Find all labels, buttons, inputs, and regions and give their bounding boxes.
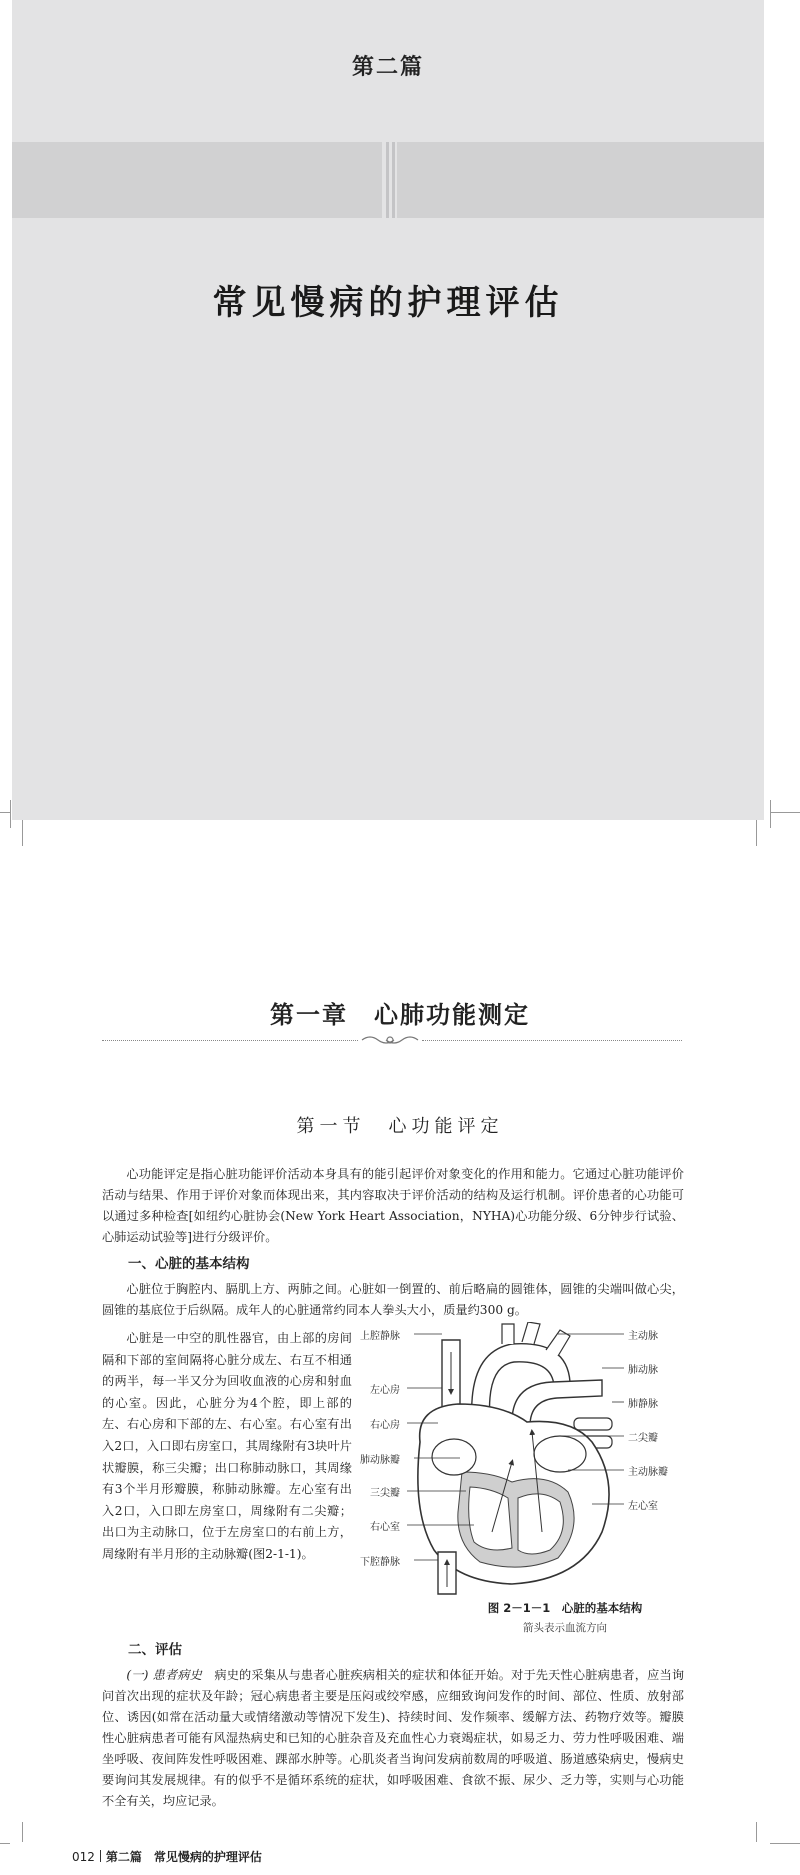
heart-labels [362,1322,692,1597]
part-title: 常见慢病的护理评估 [212,283,564,323]
assessment-text: 病史的采集从与患者心脏疾病相关的症状和体征开始。对于先天性心脏病患者，应当询问首次出现的症状及年龄；冠心病患者主要是压闷或绞窄感，应细致询问发作的时间、部位、性质、放射部位、诱因(如常在活动量大或情绪激动等情况下发生)、持续时间、发作频率、缓解方法、药物疗效等。瓣膜性心脏病患者可能有风湿热病史和已知的心脏杂音及充血性心力衰竭症状，如易乏力、劳力性呼吸困难、端坐呼吸、夜间阵发性呼吸困难、踝部水肿等。心肌炎者当询问发病前数周的呼吸道、肠道感染病史，慢病史要询问其发展规律。有的似乎不是循环系统的症状，如呼吸困难、食欲不振、尿少、乏力等，实则与心功能不全有关，均应记录。 [102,1668,685,1808]
crop-mark [756,820,757,846]
label-pulmonary-artery: 肺动脉 [628,1365,658,1376]
assessment-heading: 二、评估 [128,1642,182,1658]
crop-mark [756,1822,757,1842]
chapter-divider-left [102,1040,358,1041]
label-mitral-valve: 二尖瓣 [628,1433,658,1444]
part-cover [12,0,764,820]
cover-band-divider [392,142,395,218]
figure-note: 箭头表示血流方向 [523,1622,607,1634]
footer-separator [100,1850,101,1862]
chapter-title: 第一章 心肺功能测定 [270,1000,530,1029]
assessment-paragraph [102,1665,684,1812]
intro-paragraph: 心功能评定是指心脏功能评价活动本身具有的能引起评价对象变化的作用和能力。它通过心脏功能评价活动与结果、作用于评价对象而体现出来，其内容取决于评价活动的结构及运行机制。评价患者的心功能可以通过多种检查[如纽约心脏协会(New York Heart Association，NYHA)心功能分级、6分钟步行试验、心肺运动试验等]进行分级评价。 [102,1167,684,1244]
crop-mark [0,812,10,813]
label-aorta: 主动脉 [628,1331,658,1342]
cover-band-divider [386,142,389,218]
label-left-atrium: 左心房 [370,1385,400,1396]
cover-band-left [12,142,382,218]
label-left-ventricle: 左心室 [628,1501,658,1512]
crop-mark [10,800,11,828]
crop-mark [770,812,800,813]
page-footer [72,1848,262,1865]
section-title: 第一节 心功能评定 [296,1116,504,1137]
crop-mark [22,820,23,846]
cover-band-right [397,142,764,218]
assessment-subheading: (一) 患者病史 [126,1668,202,1682]
structure-paragraph-1: 心脏位于胸腔内、膈肌上方、两肺之间。心脏如一倒置的、前后略扁的圆锥体，圆锥的尖端叫做心尖，圆锥的基底位于后纵隔。成年人的心脏通常约同本人拳头大小，质量约300 g。 [102,1282,684,1317]
label-aortic-valve: 主动脉瓣 [628,1467,668,1478]
label-inferior-vena-cava: 下腔静脉 [360,1557,400,1568]
label-tricuspid-valve: 三尖瓣 [370,1488,400,1499]
figure-caption: 图 2－1－1 心脏的基本结构 [487,1601,643,1615]
ornament-icon [358,1032,422,1048]
running-title: 第二篇 常见慢病的护理评估 [105,1850,262,1864]
structure-paragraph-2: 心脏是一中空的肌性器官，由上部的房间隔和下部的室间隔将心脏分成左、右互不相通的两半，每一半又分为回收血液的心房和射血的心室。因此，心脏分为4个腔，即上部的左、右心房和下部的左、右心室。右心室有出入2口，入口即右房室口，其周缘附有3块叶片状瓣膜，称三尖瓣；出口称肺动脉口，其周缘有3个半月形瓣膜，称肺动脉瓣。左心室有出入2口，入口即左房室口，周缘附有二尖瓣；出口为主动脉口，位于左房室口的右前上方，周缘附有半月形的主动脉瓣(图2-1-1)。 [102,1331,352,1561]
part-label: 第二篇 [351,54,424,80]
crop-mark [22,1822,23,1842]
label-right-ventricle: 右心室 [370,1522,400,1533]
label-pulmonary-vein: 肺静脉 [628,1399,658,1410]
chapter-divider-right [422,1040,682,1041]
crop-mark [770,800,771,828]
structure-heading: 一、心脏的基本结构 [128,1256,250,1272]
label-superior-vena-cava: 上腔静脉 [360,1331,400,1342]
page-number: 012 [72,1850,95,1864]
label-right-atrium: 右心房 [370,1420,400,1431]
label-pulmonary-valve: 肺动脉瓣 [360,1455,400,1466]
crop-mark [0,1843,10,1844]
crop-mark [770,1843,800,1844]
